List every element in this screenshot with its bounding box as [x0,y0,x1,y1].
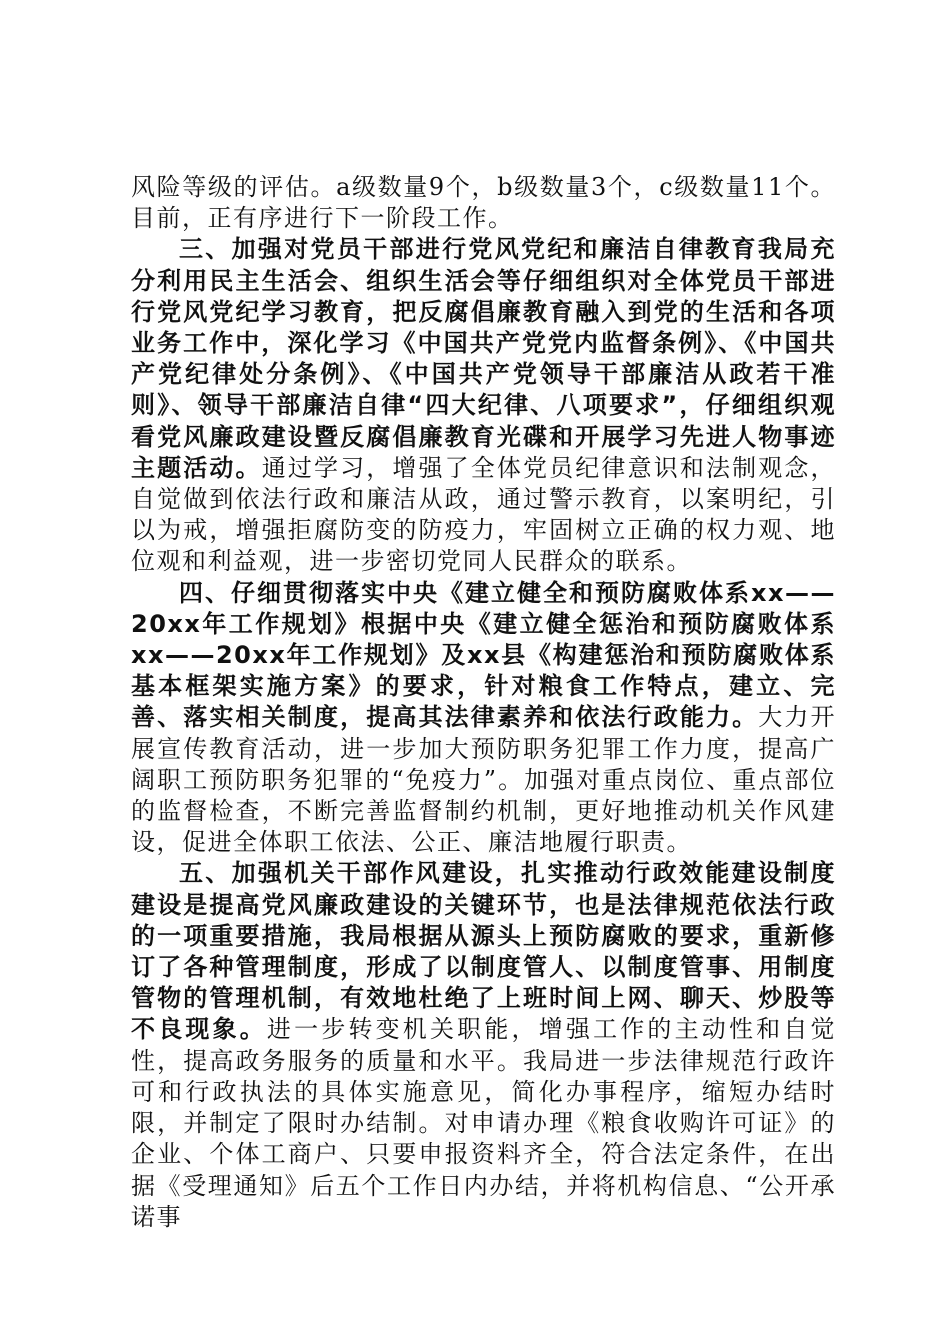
document-page [131,172,836,1233]
paragraph-2 [131,234,836,577]
paragraph-3-body: 大力开展宣传教育活动，进一步加大预防职务犯罪工作力度，提高广阔职工预防职务犯罪的“免疫力”。加强对重点岗位、重点部位的监督检查，不断完善监督制约机制，更好地推动机关作风建设，促进全体职工依法、公正、廉洁地履行职责。 [131,703,837,857]
paragraph-4-body: 进一步转变机关职能，增强工作的主动性和自觉性，提高政务服务的质量和水平。我局进一步法律规范行政许可和行政执法的具体实施意见，简化办事程序，缩短办结时限，并制定了限时办结制。对申请办理《粮食收购许可证》的企业、个体工商户、只要申报资料齐全，符合法定条件，在出据《受理通知》后五个工作日内办结，并将机构信息、“公开承诺事 [131,1015,837,1231]
paragraph-4 [131,858,836,1232]
paragraph-4-lead: 五、加强机关干部作风建设，扎实推动行政效能建设制度建设是提高党风廉政建设的关键环节，也是法律规范依法行政的一项重要措施，我局根据从源头上预防腐败的要求，重新修订了各种管理制度，形成了以制度管人、以制度管事、用制度管物的管理机制，有效地杜绝了上班时间上网、聊天、炒股等不良现象。 [131,859,836,1044]
paragraph-3-lead: 四、仔细贯彻落实中央《建立健全和预防腐败体系xx——20xx年工作规划》根据中央《建立健全惩治和预防腐败体系xx——20xx年工作规划》及xx县《构建惩治和预防腐败体系基本框架实施方案》的要求，针对粮食工作特点，建立、完善、落实相关制度，提高其法律素养和依法行政能力。 [131,578,836,732]
paragraph-2-lead: 三、加强对党员干部进行党风党纪和廉洁自律教育我局充分利用民主生活会、组织生活会等仔细组织对全体党员干部进行党风党纪学习教育，把反腐倡廉教育融入到党的生活和各项业务工作中，深化学习《中国共产党党内监督条例》、《中国共产党纪律处分条例》、《中国共产党领导干部廉洁从政若干准则》、领导干部廉洁自律“四大纪律、八项要求”，仔细组织观看党风廉政建设暨反腐倡廉教育光碟和开展学习先进人物事迹主题活动。 [131,235,836,482]
paragraph-3 [131,578,836,859]
paragraph-1-body: 风险等级的评估。a级数量9个，b级数量3个，c级数量11个。目前，正有序进行下一阶段工作。 [131,173,836,233]
paragraph-2-body: 通过学习，增强了全体党员纪律意识和法制观念，自觉做到依法行政和廉洁从政，通过警示教育，以案明纪，引以为戒，增强拒腐防变的防疫力，牢固树立正确的权力观、地位观和利益观，进一步密切党同人民群众的联系。 [131,453,837,576]
paragraph-1 [131,172,836,234]
